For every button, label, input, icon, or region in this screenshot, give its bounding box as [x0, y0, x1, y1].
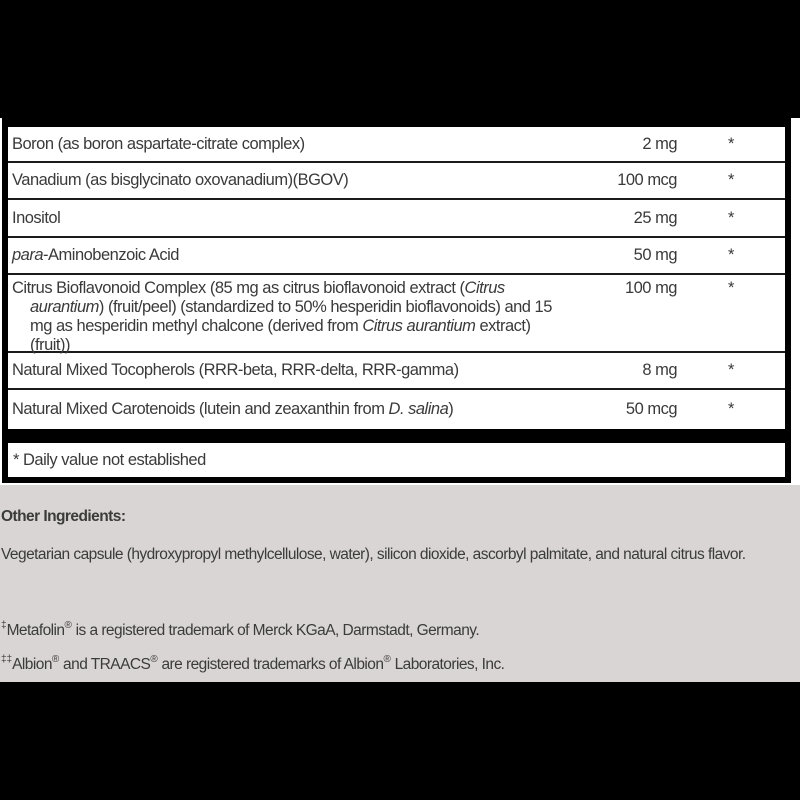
ingredient-dv: * [728, 171, 734, 189]
ingredient-dv: * [728, 208, 734, 227]
table-row [8, 163, 785, 200]
top-black-band [0, 0, 800, 118]
other-ingredients-section [0, 485, 800, 682]
table-row [8, 390, 785, 429]
other-ingredients-heading: Other Ingredients: [1, 508, 126, 525]
table-row [8, 275, 785, 353]
ingredient-amount: 8 mg [642, 361, 677, 379]
supplement-facts-table [2, 118, 791, 483]
ingredient-name: Inositol [12, 208, 61, 227]
ingredient-amount: 100 mg [624, 279, 677, 297]
ingredient-amount: 50 mg [633, 246, 677, 264]
ingredient-amount: 2 mg [642, 134, 677, 153]
ingredient-name: para-Aminobenzoic Acid [12, 246, 179, 264]
daily-value-note: * Daily value not established [13, 450, 206, 469]
ingredient-amount: 25 mg [633, 208, 677, 227]
ingredient-amount: 100 mcg [617, 171, 677, 189]
ingredient-name: Natural Mixed Carotenoids (lutein and zeaxanthin from D. salina) [12, 400, 454, 418]
ingredient-name: Boron (as boron aspartate-citrate complex) [12, 134, 305, 153]
thick-divider-bar [8, 429, 785, 443]
ingredient-name: Citrus Bioflavonoid Complex (85 mg as citrus bioflavonoid extract (Citrus aurantium) (fruit/peel) (standardized to 50% hesperidin bioflavonoids) and 15 mg as hesperidin methyl chalcone (derived from Citrus aurantium extract) (fruit)) [12, 279, 552, 354]
ingredient-dv: * [728, 361, 734, 379]
table-top-border [8, 118, 785, 127]
trademark-note-metafolin: ‡Metafolin® is a registered trademark of Merck KGaA, Darmstadt, Germany. [1, 619, 480, 639]
ingredient-name: Natural Mixed Tocopherols (RRR-beta, RRR-delta, RRR-gamma) [12, 361, 459, 379]
table-row [8, 127, 785, 163]
supplement-table-rows [8, 127, 785, 429]
ingredient-amount: 50 mcg [625, 400, 677, 418]
trademark-note-albion: ‡‡Albion® and TRAACS® are registered trademarks of Albion® Laboratories, Inc. [1, 653, 505, 673]
table-row [8, 353, 785, 390]
bottom-black-band [0, 682, 800, 800]
ingredient-dv: * [728, 400, 734, 418]
table-row [8, 200, 785, 238]
ingredient-dv: * [728, 246, 734, 264]
ingredient-name: Vanadium (as bisglycinato oxovanadium)(BGOV) [12, 171, 349, 189]
other-ingredients-text: Vegetarian capsule (hydroxypropyl methylcellulose, water), silicon dioxide, ascorbyl palmitate, and natural citrus flavor. [1, 546, 746, 563]
ingredient-dv: * [728, 134, 734, 153]
table-row [8, 238, 785, 275]
ingredient-dv: * [728, 279, 734, 297]
